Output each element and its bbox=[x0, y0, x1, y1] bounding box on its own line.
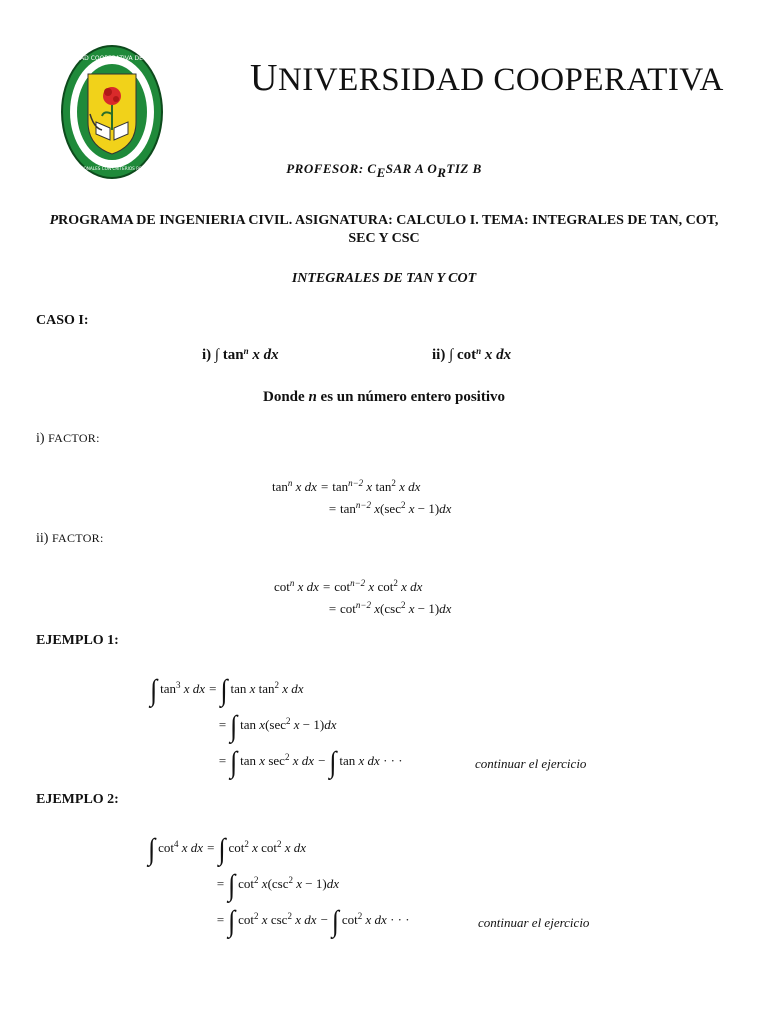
integral-ii-var: x dx bbox=[484, 347, 512, 363]
integral-ii-power: n bbox=[476, 346, 482, 356]
integral-i-label: i) bbox=[202, 347, 215, 363]
integral-ii-label: ii) bbox=[432, 347, 450, 363]
example-1-label: EJEMPLO 1: bbox=[36, 633, 119, 648]
example-2-line-2: = ∫ $\cot^2 x(\csc^2$ x − 1)dx bbox=[216, 868, 339, 903]
example-2-line-1: ∫ $\cot^4 x$ dx = ∫ $\cot^2 x$ $\cot^2 x$ dx bbox=[148, 832, 307, 867]
professor-text-1: PROFESOR: C bbox=[286, 161, 377, 176]
program-text: ROGRAMA DE INGENIERIA CIVIL. ASIGNATURA: CALCULO I. TEMA: INTEGRALES DE TAN, COT, SEC Y CSC bbox=[58, 213, 719, 246]
integral-ii-func: cot bbox=[456, 347, 477, 363]
integral-i-var: x dx bbox=[252, 347, 279, 363]
condition-text-n: n bbox=[308, 389, 317, 405]
factor-ii-num: ii) bbox=[36, 531, 52, 546]
professor-line bbox=[0, 161, 768, 181]
title-rest: NIVERSIDAD COOPERATIVA bbox=[277, 62, 724, 98]
professor-text-3: SAR A O bbox=[385, 161, 438, 176]
factor-i-num: i) bbox=[36, 431, 49, 446]
logo-bottom-text: PROFESIONALES CON CRITERIOS POLÍTICOS bbox=[65, 166, 159, 171]
professor-text-4: R bbox=[437, 165, 447, 180]
example-1-line-1: ∫ $\tan^3 x$ dx = ∫ tan x $\tan^2 x$ dx bbox=[150, 673, 304, 708]
program-heading bbox=[40, 212, 728, 248]
factor-i-equation-1: $\tan^n x$ dx = $\tan^{n-2} x$ $\tan^2 x$ dx bbox=[272, 478, 421, 494]
logo-ring-text: UNIVERSIDAD COOPERATIVA DE COLOMBIA bbox=[47, 55, 177, 62]
page-title bbox=[250, 56, 724, 100]
integral-i-power: n bbox=[243, 346, 249, 356]
title-initial: U bbox=[250, 57, 278, 99]
program-initial: P bbox=[49, 213, 59, 228]
factor-ii-equation-2: = $\cot^{n-2} x(\csc^2$ x − 1)dx bbox=[328, 600, 452, 616]
professor-text-2: E bbox=[376, 165, 386, 180]
section-title: INTEGRALES DE TAN Y COT bbox=[291, 271, 477, 286]
example-2-line-3: = ∫ $\cot^2 x$ $\csc^2 x$ dx − ∫ $\cot^2 x$ dx · · · bbox=[216, 904, 410, 939]
example-1-continue-note: continuar el ejercicio bbox=[475, 756, 587, 771]
integral-i-func: tan bbox=[222, 347, 244, 363]
example-1-line-3: = ∫ tan x $\sec^2 x$ dx − ∫ tan x dx · · · bbox=[218, 745, 403, 780]
university-seal-logo bbox=[47, 44, 177, 180]
integral-ii: ii) ∫ $\cot^n x$ dx bbox=[432, 346, 512, 363]
factor-i-equation-2: = $\tan^{n-2} x(\sec^2$ x − 1)dx bbox=[328, 500, 452, 516]
factor-i-label bbox=[36, 431, 100, 447]
integral-i: i) ∫ $\tan^n x$ dx bbox=[202, 346, 279, 363]
condition-text-a: Donde bbox=[263, 389, 309, 405]
factor-ii-equation-1: $\cot^n x$ dx = $\cot^{n-2} x$ $\cot^2 x$ dx bbox=[274, 578, 423, 594]
factor-ii-label bbox=[36, 531, 104, 547]
condition-text bbox=[0, 389, 768, 406]
example-2-continue-note: continuar el ejercicio bbox=[478, 915, 590, 930]
example-2-label: EJEMPLO 2: bbox=[36, 792, 119, 807]
factor-ii-word: FACTOR: bbox=[51, 531, 104, 545]
condition-text-b: es un número entero positivo bbox=[316, 389, 505, 405]
example-1-line-2: = ∫ $\tan x(\sec^2$ x − 1)dx bbox=[218, 709, 337, 744]
caso-label: CASO I: bbox=[36, 313, 89, 328]
professor-text-5: TIZ B bbox=[446, 161, 482, 176]
factor-i-word: FACTOR: bbox=[48, 431, 100, 445]
